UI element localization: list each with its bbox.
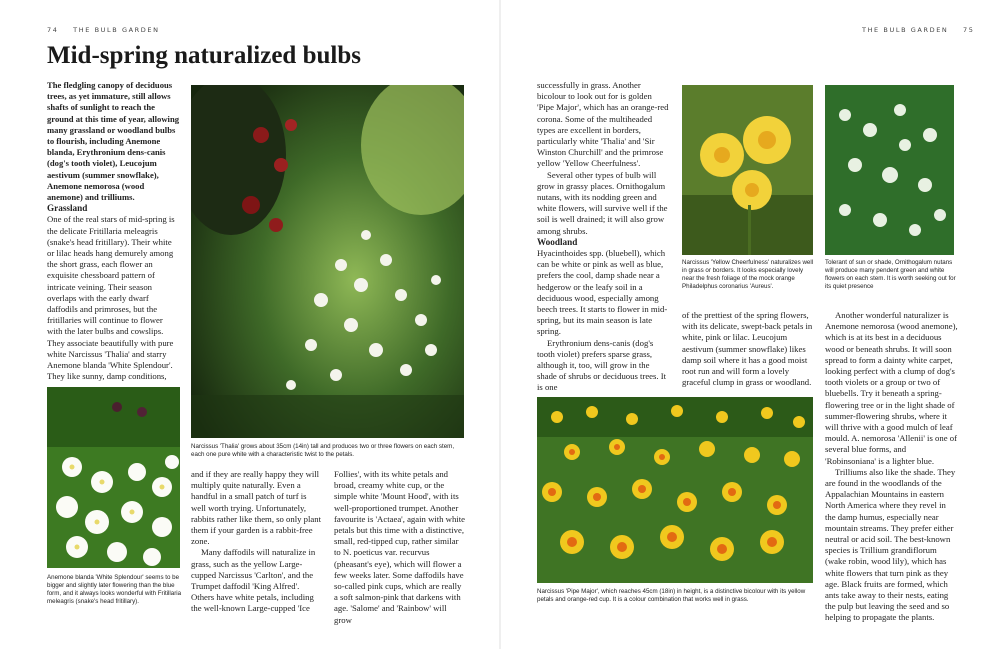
left-section-name: THE BULB GARDEN: [73, 26, 160, 34]
daffodils-paragraph: Many daffodils will naturalize in grass, such as the yellow Large-cupped Narcissus 'Carlton', and the Trumpet daffodil 'King Alfred'. Others have white petals, including the well-known Large-cupped 'Ice: [191, 547, 316, 614]
bicolour-paragraph: successfully in grass. Another bicolour to look out for is golden 'Pipe Major', which has an orange-red corona. Some of the multiheaded types are excellent in borders, particularly white 'Thalia' and 'Sir Winston Churchill' and the primrose yellow 'Yellow Cheerfulness'.: [537, 80, 669, 169]
right-text-column-1: [537, 80, 670, 394]
narcissus-thalia-photo: [191, 85, 464, 438]
anemone-caption: Anemone blanda 'White Splendour' seems to be bigger and slightly later flowering than the blue form, and it always looks wonderful with Fritillaria meleagris (snake's head fritillary).: [47, 574, 182, 606]
anemone-blanda-photo: [47, 387, 180, 568]
right-text-column-2: [682, 310, 815, 388]
right-folio: 75: [963, 26, 975, 34]
pipe-major-photo: [537, 397, 813, 583]
bluebell-paragraph: Hyacinthoides spp. (bluebell), which can be white or pink as well as blue, prefers the cool, damp shade near a hedgerow or the leafy soil in a deciduous wood, especially among beech trees. It starts to flower in mid-spring, but its main season is late spring.: [537, 248, 668, 337]
erythronium-paragraph: Erythronium dens-canis (dog's tooth violet) prefers sparse grass, although it, too, will grow in the shade of shrubs or deciduous trees. It is one: [537, 337, 667, 393]
wood-anemone-paragraph: Another wonderful naturalizer is Anemone nemorosa (wood anemone), which is at its best in a deciduous wood or beneath shrubs. It will soon spread to form a dainty white carpet, looking perfect with a clump of dog's tooth violets or a group or two of bluebells. Try it beneath a spring-flowering tree or in the light shade of summer-flowering shrubs, where it will thrive with a good mulch of leaf mould. A. nemorosa 'Allenii' is one of several blue forms, and 'Robinsoniana' is a lighter blue.: [825, 310, 958, 466]
intro-paragraph: The fledgling canopy of deciduous trees, as yet immature, still allows shafts of sunlight to reach the ground at this time of year, allowing many grassland or woodland bulbs to flourish, including Anemone blanda, Erythronium dens-canis (dog's tooth violet), Leucojum aestivum (summer snowflake), Anemone nemorosa (wood anemone) and trilliums.: [47, 80, 180, 203]
grassland-heading: Grassland: [47, 203, 88, 214]
thalia-caption: Narcissus 'Thalia' grows about 35cm (14in) tall and produces two or three flowers on each stem, each one pure white with a characteristic twist to the petals.: [191, 443, 455, 459]
right-section-name: THE BULB GARDEN: [862, 26, 949, 34]
ornithogalum-photo: [825, 85, 954, 255]
right-text-column-3: [825, 310, 958, 624]
yellow-cheerfulness-photo: [682, 85, 813, 255]
yellow-cheerfulness-caption: Narcissus 'Yellow Cheerfulness' naturalizes well in grass or borders. It looks especially lovely near the fresh foliage of the mock orange Philadelphus coronarius 'Aureus'.: [682, 259, 814, 291]
dog-tooth-violet-paragraph: of the prettiest of the spring flowers, with its delicate, swept-back petals in white, pink or lilac. Leucojum aestivum (summer snowflake) likes damp soil where it has a good moist root run and will form a lovely graceful clump in grass or woodland.: [682, 310, 813, 388]
grassland-paragraph: One of the real stars of mid-spring is the delicate Fritillaria meleagris (snake's head fritillary). Their white or lilac heads hang demurely among the short grass, each flower an exquisite chessboard pattern of intricate veining. Their season overlaps with the early dwarf daffodils and primroses, but the fritillaries will continue to flower with the later bulbs and cowslips. They associate beautifully with pure white Narcissus 'Thalia' and starry Anemone blanda 'White Splendour'. They like sunny, damp conditions,: [47, 214, 175, 382]
ornithogalum-caption: Tolerant of sun or shade, Ornithogalum nutans will produce many pendent green and white flowers on each stem. It is worth seeking out for its quiet presence: [825, 259, 956, 291]
left-lower-column-1: [191, 469, 323, 615]
left-folio: 74: [47, 26, 59, 34]
page-spine: [499, 0, 501, 649]
woodland-heading: Woodland: [537, 236, 578, 247]
left-lower-column-2: [334, 469, 466, 626]
right-running-head: [862, 26, 975, 34]
left-text-column: [47, 80, 180, 382]
ice-follies-paragraph: Follies', with its white petals and broad, creamy white cup, or the simple white 'Mount Hood', with its well-proportioned trumpet. Another favourite is 'Actaea', again with white petals but this time with a distinctive, small, red-tipped cup, rather similar to N. poeticus var. recurvus (pheasant's eye), which will flower a few weeks later. Some daffodils have so-called pink cups, which are really a soft salmon-pink that darkens with age. 'Salome' and 'Rainbow' will grow: [334, 469, 465, 625]
trillium-paragraph: Trilliums also like the shade. They are found in the woodlands of the Appalachian Mountains in eastern North America where they revel in the damp humus, especially near mountain streams. They prefer either neutral or acid soil. The best-known species is Trillium grandiflorum (wake robin, wood lily), which has white flowers that turn pink as they age. Black fruits are formed, which ants take away to their nests, eating the pulp but leaving the seed and so helping to propagate the plants.: [825, 466, 956, 623]
naturalize-paragraph: and if they are really happy they will multiply quite naturally. Even a handful in a small patch of turf is well worth trying. Unfortunately, rabbits rather like them, so only plant them if your garden is a rabbit-free zone.: [191, 469, 322, 547]
page-title: Mid-spring naturalized bulbs: [47, 42, 361, 69]
left-running-head: [47, 26, 160, 34]
ornithogalum-paragraph: Several other types of bulb will grow in grassy places. Ornithogalum nutans, with its nodding green and white flowers, will survive well if the soil is well drained; it will also grow among shrubs.: [537, 169, 668, 236]
pipe-major-caption: Narcissus 'Pipe Major', which reaches 45cm (18in) in height, is a distinctive bicolour with its yellow petals and orange-red cup. It is a colour combination that works well in grass.: [537, 588, 806, 604]
